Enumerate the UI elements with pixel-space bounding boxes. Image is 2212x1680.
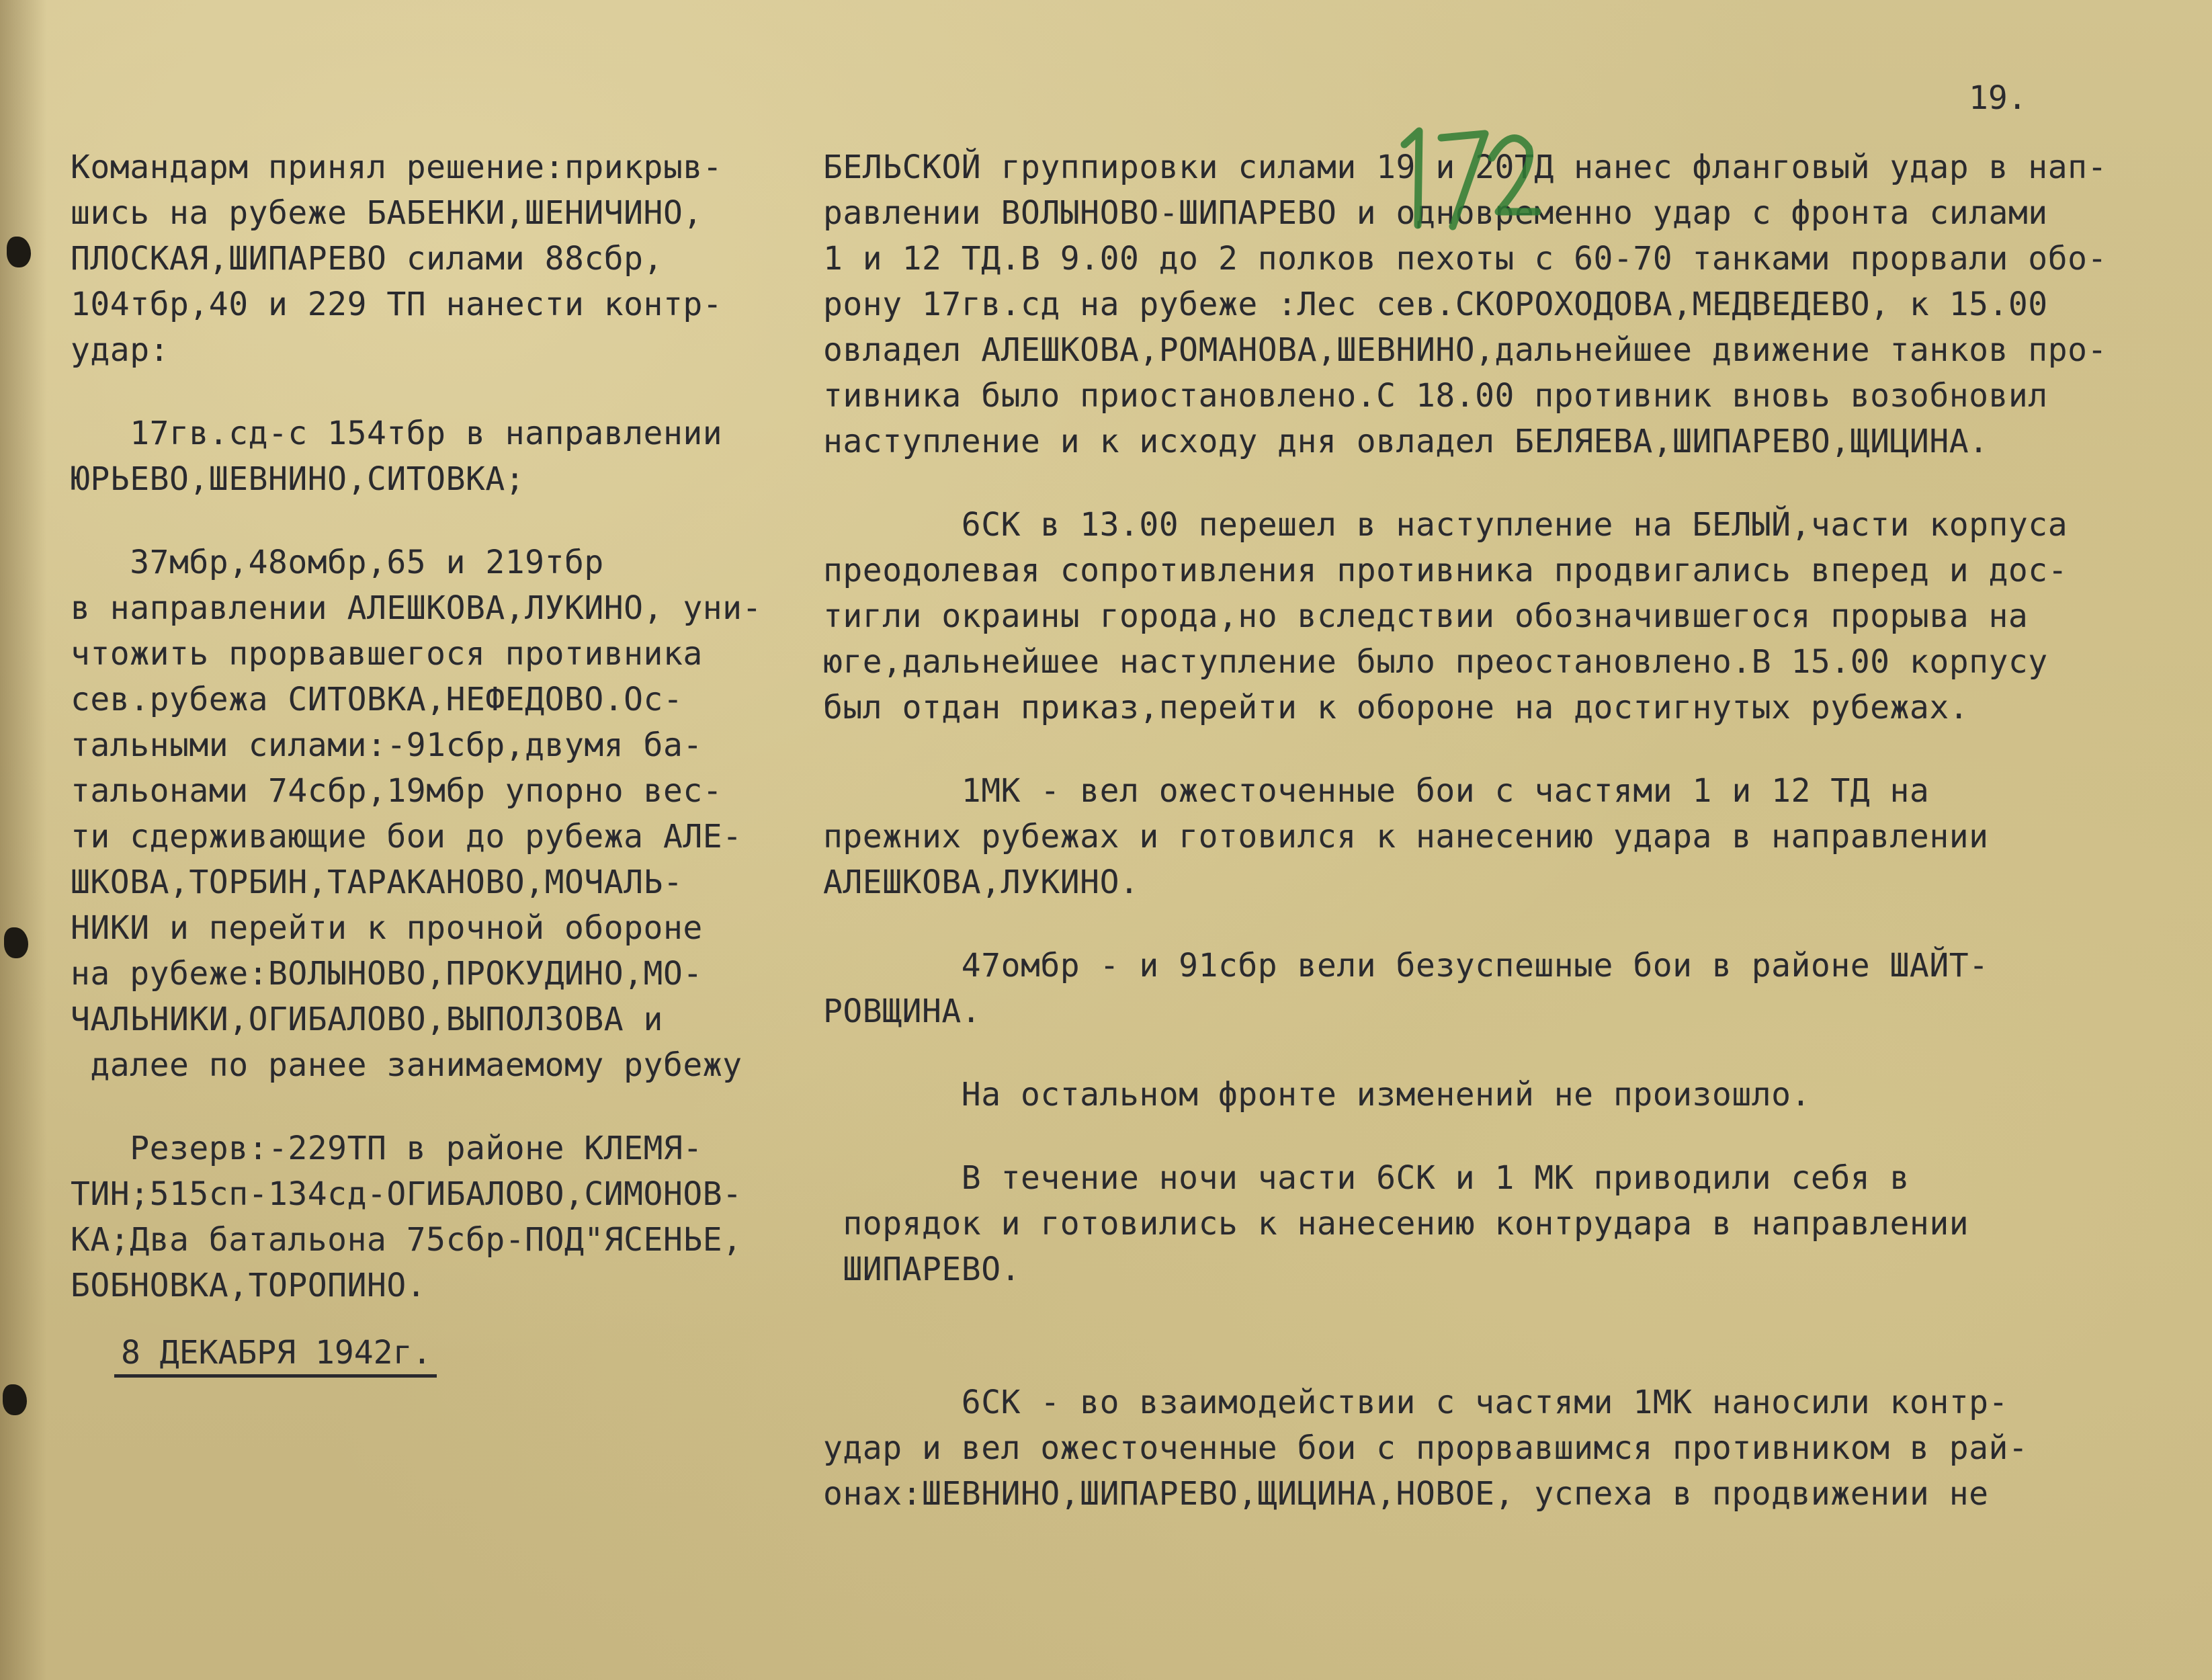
text-line: тальными силами:-91сбр,двумя ба- bbox=[71, 726, 703, 764]
6sk-counterattack-paragraph bbox=[823, 1380, 2194, 1517]
text-line: 1 и 12 ТД.В 9.00 до 2 полков пехоты с 60-70 танками прорвали обо- bbox=[823, 240, 2107, 278]
text-line: БЕЛЬСКОЙ группировки силами 19 и 20ТД нанес фланговый удар в нап- bbox=[823, 149, 2107, 186]
text-line: чтожить прорвавшегося противника bbox=[71, 635, 703, 673]
text-line: 104тбр,40 и 229 ТП нанести контр- bbox=[71, 286, 723, 323]
binder-hole bbox=[4, 927, 28, 958]
handwritten-archive-number-mark bbox=[1377, 111, 1545, 239]
text-line: прежних рубежах и готовился к нанесению удара в направлении bbox=[823, 818, 1989, 855]
text-line: в направлении АЛЕШКОВА,ЛУКИНО, уни- bbox=[71, 589, 762, 627]
text-line: АЛЕШКОВА,ЛУКИНО. bbox=[823, 864, 1140, 901]
text-line: сев.рубежа СИТОВКА,НЕФЕДОВО.Ос- bbox=[71, 681, 683, 718]
text-line: КА;Два батальона 75сбр-ПОД"ЯСЕНЬЕ, bbox=[71, 1221, 742, 1259]
night-paragraph bbox=[823, 1155, 2194, 1292]
text-line: 17гв.сд-с 154тбр в направлении bbox=[71, 415, 723, 452]
right-column bbox=[823, 144, 2194, 1517]
text-line: тивника было приостановлено.С 18.00 противник вновь возобновил bbox=[823, 377, 2048, 415]
text-line: РОВЩИНА. bbox=[823, 993, 982, 1030]
text-line: На остальном фронте изменений не произошло. bbox=[823, 1076, 1811, 1114]
text-line: 37мбр,48омбр,65 и 219тбр bbox=[71, 544, 604, 581]
text-line: 1МК - вел ожесточенные бои с частями 1 и 12 ТД на bbox=[823, 772, 1930, 810]
text-line: 47омбр - и 91сбр вели безуспешные бои в районе ШАЙТ- bbox=[823, 947, 1989, 984]
text-line: был отдан приказ,перейти к обороне на достигнутых рубежах. bbox=[823, 689, 1969, 726]
text-line: Командарм принял решение:прикрыв- bbox=[71, 149, 723, 186]
text-line: В течение ночи части 6СК и 1 МК приводили себя в bbox=[823, 1159, 1910, 1197]
text-line: ТИН;515сп-134сд-ОГИБАЛОВО,СИМОНОВ- bbox=[71, 1175, 742, 1213]
text-line: преодолевая сопротивления противника продвигались вперед и дос- bbox=[823, 552, 2068, 589]
reserve-paragraph bbox=[71, 1126, 823, 1308]
text-line: ШИПАРЕВО. bbox=[823, 1251, 1021, 1288]
left-column bbox=[71, 144, 823, 1308]
binder-hole bbox=[3, 1384, 27, 1415]
text-line: порядок и готовились к нанесению контрудара в направлении bbox=[823, 1205, 1969, 1243]
text-line: ЮРЬЕВО,ШЕВНИНО,СИТОВКА; bbox=[71, 460, 525, 498]
text-line: наступление и к исходу дня овладел БЕЛЯЕВА,ШИПАРЕВО,ЩИЦИНА. bbox=[823, 423, 1989, 460]
text-line: БОБНОВКА,ТОРОПИНО. bbox=[71, 1267, 427, 1304]
text-line: на рубеже:ВОЛЫНОВО,ПРОКУДИНО,МО- bbox=[71, 955, 703, 993]
text-line: ШКОВА,ТОРБИН,ТАРАКАНОВО,МОЧАЛЬ- bbox=[71, 864, 683, 901]
text-line: онах:ШЕВНИНО,ШИПАРЕВО,ЩИЦИНА,НОВОЕ, успеха в продвижении не bbox=[823, 1475, 1989, 1513]
decision-paragraph bbox=[71, 144, 823, 373]
text-line: Резерв:-229ТП в районе КЛЕМЯ- bbox=[71, 1130, 703, 1167]
text-line: овладел АЛЕШКОВА,РОМАНОВА,ШЕВНИНО,дальнейшее движение танков про- bbox=[823, 331, 2107, 369]
47ombr-paragraph bbox=[823, 943, 2194, 1034]
brigades-task-paragraph bbox=[71, 540, 823, 1088]
text-line: равлении ВОЛЫНОВО-ШИПАРЕВО и одновременно удар с фронта силами bbox=[823, 194, 2048, 232]
text-line: удар: bbox=[71, 331, 169, 369]
date-heading: 8 ДЕКАБРЯ 1942г. bbox=[114, 1334, 437, 1378]
text-line: ЧАЛЬНИКИ,ОГИБАЛОВО,ВЫПОЛЗОВА и bbox=[71, 1001, 663, 1038]
division-task-paragraph bbox=[71, 411, 823, 502]
text-line: ти сдерживающие бои до рубежа АЛЕ- bbox=[71, 818, 742, 855]
rest-of-front-paragraph bbox=[823, 1072, 2194, 1118]
text-line: удар и вел ожесточенные бои с прорвавшимся противником в рай- bbox=[823, 1429, 2029, 1467]
6sk-paragraph bbox=[823, 502, 2194, 730]
text-line: рону 17гв.сд на рубеже :Лес сев.СКОРОХОДОВА,МЕДВЕДЕВО, к 15.00 bbox=[823, 286, 2048, 323]
text-line: юге,дальнейшее наступление было преостановлено.В 15.00 корпусу bbox=[823, 643, 2048, 681]
text-line: ПЛОСКАЯ,ШИПАРЕВО силами 88сбр, bbox=[71, 240, 663, 278]
text-line: 6СК в 13.00 перешел в наступление на БЕЛЫЙ,части корпуса bbox=[823, 506, 2068, 544]
1mk-paragraph bbox=[823, 768, 2194, 905]
text-line: тигли окраины города,но вследствии обозначившегося прорыва на bbox=[823, 597, 2029, 635]
text-line: далее по ранее занимаемому рубежу bbox=[71, 1046, 742, 1084]
page-number: 19. bbox=[1969, 79, 2027, 117]
text-line: 6СК - во взаимодействии с частями 1МК наносили контр- bbox=[823, 1384, 2008, 1421]
text-line: шись на рубеже БАБЕНКИ,ШЕНИЧИНО, bbox=[71, 194, 703, 232]
text-line: НИКИ и перейти к прочной обороне bbox=[71, 909, 703, 947]
binder-hole bbox=[7, 237, 31, 267]
text-line: тальонами 74сбр,19мбр упорно вес- bbox=[71, 772, 723, 810]
